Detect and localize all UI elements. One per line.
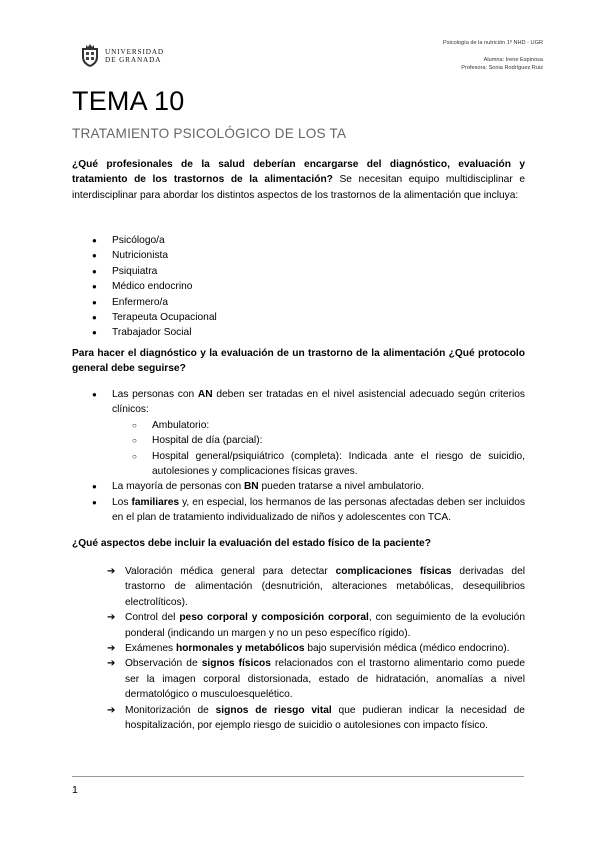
section-professionals: [72, 157, 525, 203]
list-item: ● Las personas con AN deben ser tratadas en el nivel asistencial adecuado según criterios clínicos: ○ Ambulatorio: ○ Hospital de día (parcial): ○ Hospital general/psiquiátrico (completa): Indicada ante el riesgo de suicidio, autolesiones y complicaciones físicas graves.: [92, 387, 525, 479]
physical-evaluation-list-block: [107, 564, 525, 733]
section-1-answer: Se necesitan equipo multidisciplinar e interdisciplinar para abordar los distintos aspectos de los trastornos de la alimentación que incluya:: [72, 174, 526, 201]
section-1-intro: [72, 157, 525, 203]
section-1-question: ¿Qué profesionales de la salud deberían encargarse del diagnóstico, evaluación y tratamiento de los trastornos de la alimentación?: [72, 159, 525, 186]
university-name: UNIVERSIDAD DE GRANADA: [105, 48, 165, 64]
list-item: ● Psiquiatra: [92, 264, 525, 279]
list-item: ➔ Control del peso corporal y composición corporal, con seguimiento de la evolución ponderal (indicando un margen y no un peso específico rígido).: [107, 610, 525, 641]
care-levels-list: [132, 418, 525, 480]
list-item: ● Enfermero/a: [92, 295, 525, 310]
student-label: Alumna: Irene Espinosa: [483, 56, 543, 63]
professionals-list: [92, 233, 525, 341]
list-item: ➔ Exámenes hormonales y metabólicos bajo supervisión médica (médico endocrino).: [107, 641, 525, 656]
professor-label: Profesora: Sonia Rodríguez Ruiz: [461, 64, 543, 71]
protocol-list: [92, 387, 525, 526]
protocol-list-block: [92, 387, 525, 526]
list-item: ➔ Observación de signos físicos relacionados con el trastorno alimentario como puede ser la imagen corporal distorsionada, estado de hidratación, anomalías a nivel dermatológico o musculoesquelético.: [107, 656, 525, 702]
header-info: [443, 40, 543, 72]
list-item: ➔ Valoración médica general para detectar complicaciones físicas derivadas del trastorno de alimentación (desnutrición, alteraciones metabólicas, desequilibrios electrolíticos).: [107, 564, 525, 610]
list-item: ● La mayoría de personas con BN pueden tratarse a nivel ambulatorio.: [92, 479, 525, 494]
university-logo: [80, 44, 164, 68]
physical-evaluation-list: [107, 564, 525, 733]
list-item: ● Terapeuta Ocupacional: [92, 310, 525, 325]
list-item: ● Trabajador Social: [92, 325, 525, 340]
university-crest-icon: [80, 44, 100, 68]
list-item: ● Médico endocrino: [92, 279, 525, 294]
list-item: ● Psicólogo/a: [92, 233, 525, 248]
section-2-question: Para hacer el diagnóstico y la evaluación de un trastorno de la alimentación ¿Qué protocolo general debe seguirse?: [72, 348, 525, 375]
section-3-question: ¿Qué aspectos debe incluir la evaluación del estado físico de la paciente?: [72, 538, 431, 549]
section-protocol: [72, 346, 525, 377]
list-item: ➔ Monitorización de signos de riesgo vital que pudieran indicar la necesidad de hospitalización, por ejemplo riesgo de suicidio o autolesiones con impacto físico.: [107, 703, 525, 734]
list-item: ● Nutricionista: [92, 248, 525, 263]
page-title: TEMA 10: [72, 86, 185, 116]
section-physical-evaluation: [72, 536, 525, 551]
footer-divider: [72, 776, 524, 777]
sub-list-item: ○ Ambulatorio:: [132, 418, 525, 433]
sub-list-item: ○ Hospital de día (parcial):: [132, 433, 525, 448]
course-label: Psicología de la nutrición 1º NHD - UGR: [443, 40, 543, 46]
list-item: ● Los familiares y, en especial, los hermanos de las personas afectadas deben ser incluidos en el plan de tratamiento individualizado de niños y adolescentes con TCA.: [92, 495, 525, 526]
professionals-list-block: [92, 233, 525, 341]
page-subtitle: TRATAMIENTO PSICOLÓGICO DE LOS TA: [72, 126, 347, 141]
page-number: 1: [72, 784, 78, 796]
sub-list-item: ○ Hospital general/psiquiátrico (completa): Indicada ante el riesgo de suicidio, autolesiones y complicaciones físicas graves.: [132, 449, 525, 480]
